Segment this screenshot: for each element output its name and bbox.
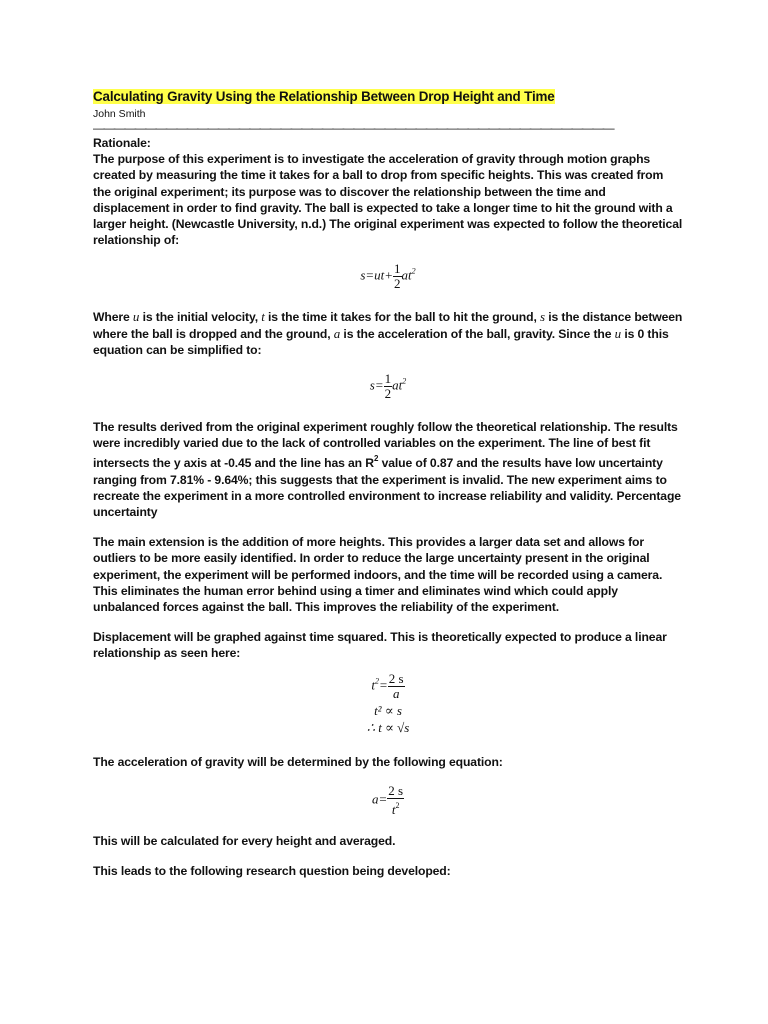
paragraph-research-question: This leads to the following research question being developed: bbox=[93, 864, 451, 879]
author-name: John Smith bbox=[93, 108, 146, 120]
document-title: Calculating Gravity Using the Relationship Between Drop Height and Time bbox=[93, 89, 555, 104]
equation-full-motion: s=ut+ $\frac{1}{2}$ $at^2$ bbox=[360, 261, 416, 292]
equation-simplified: s= $\frac{1}{2}$ $at^2$ bbox=[369, 371, 407, 402]
paragraph-definitions: Where u is the initial velocity, t is the time it takes for the ball to hit the ground, s is the distance between where the ball is dropped and the ground, a is the acceleration of the ball, gravity. Since the u is 0 this equation can be simplified to: bbox=[93, 309, 683, 357]
paragraph-purpose: The purpose of this experiment is to investigate the acceleration of gravity through motion graphs created by measuring the time it takes for a ball to drop from specific heights. This was created from the original experiment; its purpose was to discover the relationship between the time and displacement in order to find gravity. The ball is expected to take a longer time to hit the ground with a larger height. (Newcastle University, n.d.) The original experiment was expected to follow the theoretical relationship of: bbox=[93, 152, 683, 248]
equation-therefore: ∴ t ∝ √s bbox=[366, 719, 410, 735]
paragraph-gravity-equation: The acceleration of gravity will be determined by the following equation: bbox=[93, 754, 503, 769]
rationale-heading: Rationale: bbox=[93, 136, 151, 150]
title-line bbox=[93, 88, 683, 105]
equation-time-squared: $t^2=$ $\frac{2 s}{a}$ bbox=[371, 670, 404, 701]
equation-proportional: t² ∝ s bbox=[374, 702, 402, 718]
paragraph-extension: The main extension is the addition of more heights. This provides a larger data set and allows for outliers to be more easily identified. In order to reduce the large uncertainty present in the original experiment, the experiment will be performed indoors, and the time will be recorded using a camera. This eliminates the human error behind using a timer and eliminates wind which could apply unbalanced forces against the ball. This improves the reliability of the experiment. bbox=[93, 535, 663, 615]
document-page bbox=[93, 88, 683, 879]
paragraph-averaged: This will be calculated for every height and averaged. bbox=[93, 833, 396, 848]
paragraph-displacement: Displacement will be graphed against time squared. This is theoretically expected to produce a linear relationship as seen here: bbox=[93, 630, 667, 661]
equation-acceleration: a= $\frac{2 s}{t^2}$ bbox=[371, 782, 404, 817]
paragraph-results: The results derived from the original experiment roughly follow the theoretical relationship. The results were incredibly varied due to the lack of controlled variables on the experiment. The line of best fit intersects the y axis at -0.45 and the line has an $R^2$ value of 0.87 and the results have low uncertainty ranging from 7.81% - 9.64%; this suggests that the experiment is invalid. The new experiment aims to recreate the experiment in a more controlled environment to increase reliability and validity. Percentage uncertainty bbox=[93, 420, 681, 520]
horizontal-rule: —————————————————————————————————————————————————— bbox=[93, 121, 614, 135]
